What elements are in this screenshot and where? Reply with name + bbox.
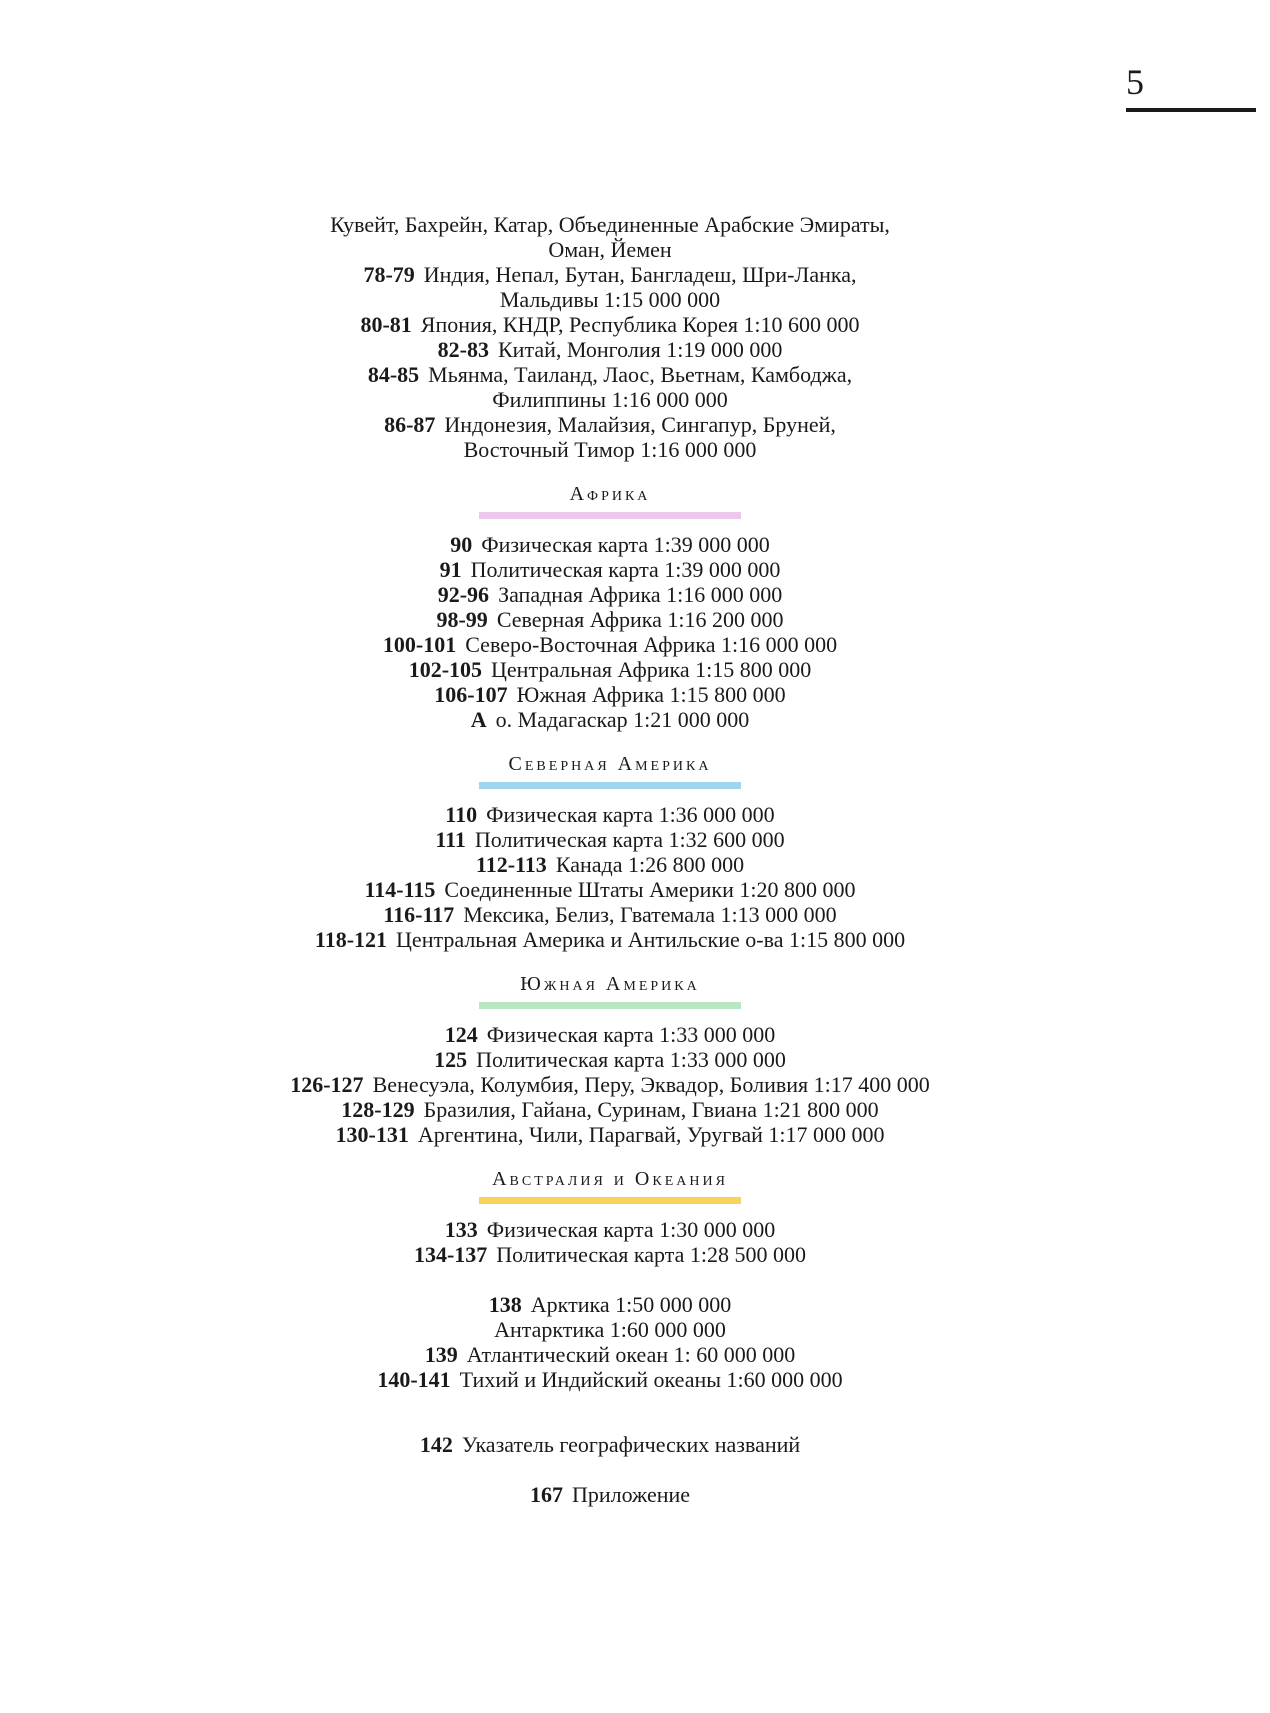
section-rule — [479, 1197, 741, 1204]
section-rule — [479, 1002, 741, 1009]
toc-entry-text: Северо-Восточная Африка 1:16 000 000 — [465, 632, 838, 657]
toc-entry-text: Индонезия, Малайзия, Сингапур, Бруней, — [444, 412, 836, 437]
toc-entry[interactable] — [0, 1242, 1220, 1267]
toc-entry-text: Указатель географических названий — [461, 1432, 801, 1457]
toc-entry-pages: 98-99 — [436, 607, 488, 632]
toc-entry-pages: 118-121 — [314, 927, 388, 952]
toc-entry-pages: 78-79 — [363, 262, 415, 287]
toc-entry-text: Физическая карта 1:39 000 000 — [481, 532, 770, 557]
toc-entry-text: Атлантический океан 1: 60 000 000 — [466, 1342, 796, 1367]
toc-entry-text: Мальдивы 1:15 000 000 — [499, 287, 721, 312]
toc-entry-text: о. Мадагаскар 1:21 000 000 — [495, 707, 750, 732]
toc-entry-pages: 114-115 — [364, 877, 436, 902]
toc-entry-text: Приложение — [571, 1482, 691, 1507]
toc-entry[interactable] — [0, 802, 1220, 827]
toc-entry[interactable] — [0, 657, 1220, 682]
toc-entry[interactable] — [0, 437, 1220, 462]
toc-entry-text: Политическая карта 1:28 500 000 — [496, 1242, 807, 1267]
toc-entry-pages: 106-107 — [434, 682, 508, 707]
toc-entry-text: Восточный Тимор 1:16 000 000 — [463, 437, 757, 462]
toc-entry-text: Физическая карта 1:33 000 000 — [486, 1022, 776, 1047]
toc-entry-text: Северная Африка 1:16 200 000 — [496, 607, 784, 632]
toc-entry[interactable] — [0, 827, 1220, 852]
toc-entry-text: Политическая карта 1:32 600 000 — [474, 827, 785, 852]
toc-entry[interactable] — [0, 632, 1220, 657]
toc-entry[interactable] — [0, 902, 1220, 927]
toc-entry[interactable] — [0, 582, 1220, 607]
toc-entry-text: Япония, КНДР, Республика Корея 1:10 600 000 — [420, 312, 860, 337]
toc-entry-text: Филиппины 1:16 000 000 — [492, 387, 728, 412]
toc-entry-pages: 82-83 — [437, 337, 489, 362]
toc-entry-text: Центральная Африка 1:15 800 000 — [491, 657, 812, 682]
toc-entry-text: Южная Африка 1:15 800 000 — [516, 682, 786, 707]
toc-entry-pages: 134-137 — [413, 1242, 488, 1267]
toc-entry[interactable] — [0, 262, 1220, 287]
toc-entry-pages: 90 — [450, 532, 473, 557]
toc-entry-text: Индия, Непал, Бутан, Бангладеш, Шри-Ланка, — [423, 262, 857, 287]
toc-entry-text: Центральная Америка и Антильские о-ва 1:15 800 000 — [396, 927, 906, 952]
spacer — [0, 1267, 1220, 1292]
toc-entry-pages: 111 — [435, 827, 466, 852]
toc-entry-pages: 133 — [444, 1217, 478, 1242]
toc-entry-pages: 110 — [445, 802, 478, 827]
toc-entry-text: Соединенные Штаты Америки 1:20 800 000 — [444, 877, 856, 902]
toc-entry[interactable] — [0, 1072, 1220, 1097]
toc-entry-pages: 125 — [434, 1047, 468, 1072]
toc-line — [0, 237, 1220, 262]
toc-entry[interactable] — [0, 362, 1220, 387]
toc-entry[interactable] — [0, 1342, 1220, 1367]
toc-entry-pages: 130-131 — [335, 1122, 409, 1147]
asia-entries — [0, 262, 1220, 462]
toc-entry-pages: 100-101 — [382, 632, 457, 657]
toc-entry[interactable] — [0, 852, 1220, 877]
toc-entry[interactable] — [0, 1047, 1220, 1072]
toc-entry-text: Мексика, Белиз, Гватемала 1:13 000 000 — [463, 902, 837, 927]
toc-entry-pages: 92-96 — [437, 582, 490, 607]
toc-entry-text: Кувейт, Бахрейн, Катар, Объединенные Арабские Эмираты, — [330, 212, 890, 237]
toc-entry-text: Физическая карта 1:30 000 000 — [486, 1217, 776, 1242]
toc-entry-pages: 126-127 — [290, 1072, 364, 1097]
toc-entry[interactable] — [0, 312, 1220, 337]
toc-entry-text: Оман, Йемен — [548, 237, 672, 262]
section-africa — [0, 482, 1220, 732]
toc-entry[interactable] — [0, 1292, 1220, 1317]
toc-entry[interactable] — [0, 1217, 1220, 1242]
toc-entry-pages: 112-113 — [475, 852, 547, 877]
polar-ocean-entries — [0, 1292, 1220, 1392]
toc-entry-pages: 167 — [529, 1482, 563, 1507]
toc-entry[interactable] — [0, 1022, 1220, 1047]
toc-entry-text: Аргентина, Чили, Парагвай, Уругвай 1:17 000 000 — [417, 1122, 885, 1147]
toc-entry[interactable] — [0, 387, 1220, 412]
toc-entry-text: Антарктика 1:60 000 000 — [494, 1317, 726, 1342]
section-rule — [479, 782, 741, 789]
toc-entry-text: Китай, Монголия 1:19 000 000 — [498, 337, 783, 362]
section-australia-oceania — [0, 1167, 1220, 1267]
toc-entry[interactable] — [0, 877, 1220, 902]
toc-entry[interactable] — [0, 337, 1220, 362]
toc-entry[interactable] — [0, 707, 1220, 732]
toc-entry-text: Политическая карта 1:33 000 000 — [476, 1047, 786, 1072]
spacer — [0, 1457, 1220, 1482]
toc-entry-pages: 124 — [444, 1022, 478, 1047]
toc-line — [0, 212, 1220, 237]
toc-entry-text: Западная Африка 1:16 000 000 — [498, 582, 783, 607]
toc-entry[interactable] — [0, 1317, 1220, 1342]
section-title: Северная Америка — [508, 753, 712, 775]
toc-entry-appendix[interactable] — [0, 1482, 1220, 1507]
toc-entry-pages: 138 — [488, 1292, 522, 1317]
toc-entry-pages: 142 — [419, 1432, 453, 1457]
toc-entry[interactable] — [0, 412, 1220, 437]
toc-entry-pages: 91 — [439, 557, 462, 582]
toc-entry-pages: 80-81 — [360, 312, 412, 337]
toc-entry[interactable] — [0, 532, 1220, 557]
spacer — [0, 1392, 1220, 1432]
toc-entry[interactable] — [0, 1122, 1220, 1147]
toc-entry-pages: 84-85 — [367, 362, 420, 387]
toc-entry[interactable] — [0, 682, 1220, 707]
toc-entry-text: Бразилия, Гайана, Суринам, Гвиана 1:21 800 000 — [423, 1097, 879, 1122]
page-number-rule — [1126, 108, 1256, 112]
toc-entry-text: Мьянма, Таиланд, Лаос, Вьетнам, Камбоджа, — [428, 362, 853, 387]
section-rule — [479, 512, 741, 519]
page-number: 5 — [1126, 62, 1144, 102]
toc-entry[interactable] — [0, 287, 1220, 312]
section-title: Африка — [569, 483, 651, 505]
toc-entry-text: Венесуэла, Колумбия, Перу, Эквадор, Боливия 1:17 400 000 — [372, 1072, 930, 1097]
toc-entry-text: Физическая карта 1:36 000 000 — [486, 802, 775, 827]
section-north-america — [0, 752, 1220, 952]
toc-entry-text: Политическая карта 1:39 000 000 — [470, 557, 781, 582]
toc-entry-pages: 116-117 — [383, 902, 455, 927]
toc-entry-text: Арктика 1:50 000 000 — [530, 1292, 732, 1317]
toc-entry[interactable] — [0, 1097, 1220, 1122]
toc-entry-text: Тихий и Индийский океаны 1:60 000 000 — [459, 1367, 843, 1392]
toc-entry-index[interactable] — [0, 1432, 1220, 1457]
toc-entry-pages: А — [470, 707, 487, 732]
toc-entry-pages: 140-141 — [377, 1367, 451, 1392]
section-south-america — [0, 972, 1220, 1147]
toc-entry-text: Канада 1:26 800 000 — [555, 852, 745, 877]
toc-entry[interactable] — [0, 557, 1220, 582]
table-of-contents — [0, 212, 1220, 1507]
toc-entry-pages: 139 — [424, 1342, 458, 1367]
toc-entry-pages: 86-87 — [384, 412, 436, 437]
toc-entry-pages: 102-105 — [408, 657, 483, 682]
section-title: Южная Америка — [520, 973, 700, 995]
section-title: Австралия и Океания — [492, 1168, 728, 1190]
toc-entry-pages: 128-129 — [341, 1097, 415, 1122]
toc-entry[interactable] — [0, 607, 1220, 632]
toc-entry[interactable] — [0, 927, 1220, 952]
toc-entry[interactable] — [0, 1367, 1220, 1392]
